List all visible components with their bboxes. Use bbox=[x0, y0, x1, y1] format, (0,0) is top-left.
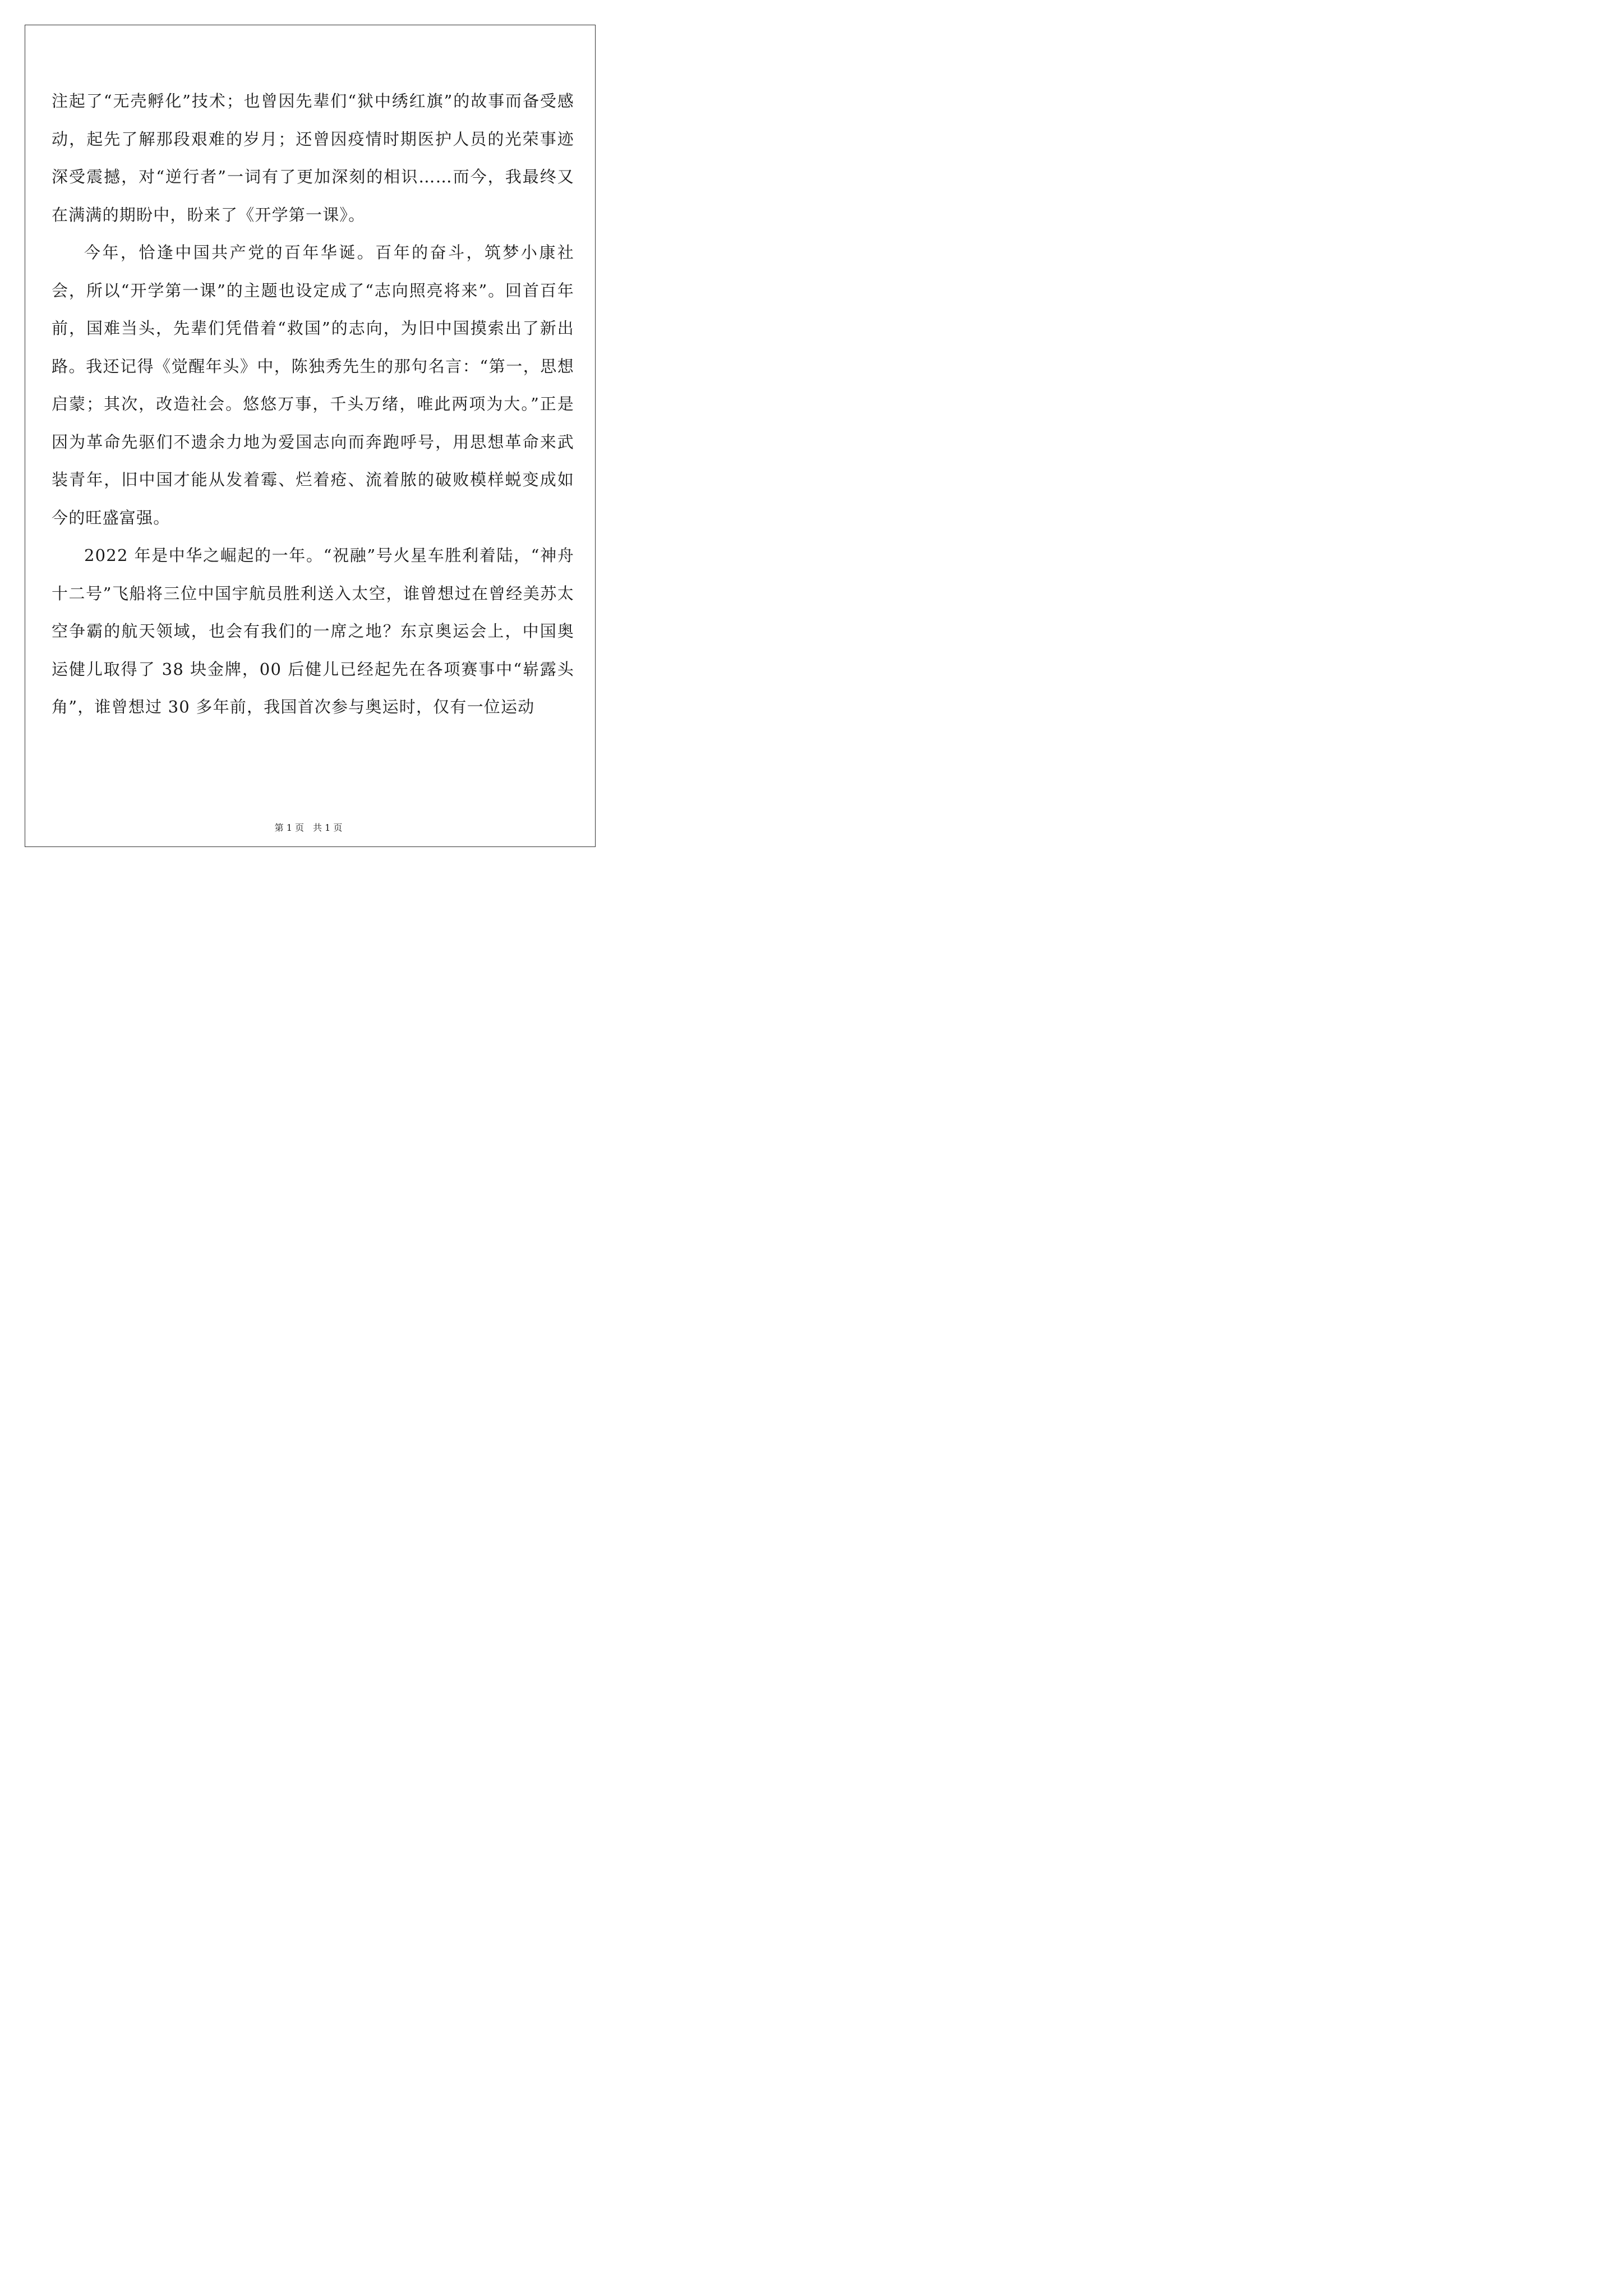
document-body bbox=[52, 82, 574, 726]
page-footer: 第 1 页 共 1 页 bbox=[274, 822, 343, 833]
paragraph: 2022 年是中华之崛起的一年。“祝融”号火星车胜利着陆，“神舟十二号”飞船将三位中国宇航员胜利送入太空，谁曾想过在曾经美苏太空争霸的航天领域，也会有我们的一席之地？东京奥运会上，中国奥运健儿取得了 38 块金牌，00 后健儿已经起先在各项赛事中“崭露头角”，谁曾想过 30 多年前，我国首次参与奥运时，仅有一位运动 bbox=[52, 546, 574, 716]
paragraph: 今年，恰逢中国共产党的百年华诞。百年的奋斗，筑梦小康社会，所以“开学第一课”的主题也设定成了“志向照亮将来”。回首百年前，国难当头，先辈们凭借着“救国”的志向，为旧中国摸索出了新出路。我还记得《觉醒年头》中，陈独秀先生的那句名言：“第一，思想启蒙；其次，改造社会。悠悠万事，千头万绪，唯此两项为大。”正是因为革命先驱们不遗余力地为爱国志向而奔跑呼号，用思想革命来武装青年，旧中国才能从发着霉、烂着疮、流着脓的破败模样蜕变成如今的旺盛富强。 bbox=[52, 243, 574, 527]
paragraph-continued: 注起了“无壳孵化”技术；也曾因先辈们“狱中绣红旗”的故事而备受感动，起先了解那段艰难的岁月；还曾因疫情时期医护人员的光荣事迹深受震撼，对“逆行者”一词有了更加深刻的相识……而今，我最终又在满满的期盼中，盼来了《开学第一课》。 bbox=[52, 91, 574, 224]
